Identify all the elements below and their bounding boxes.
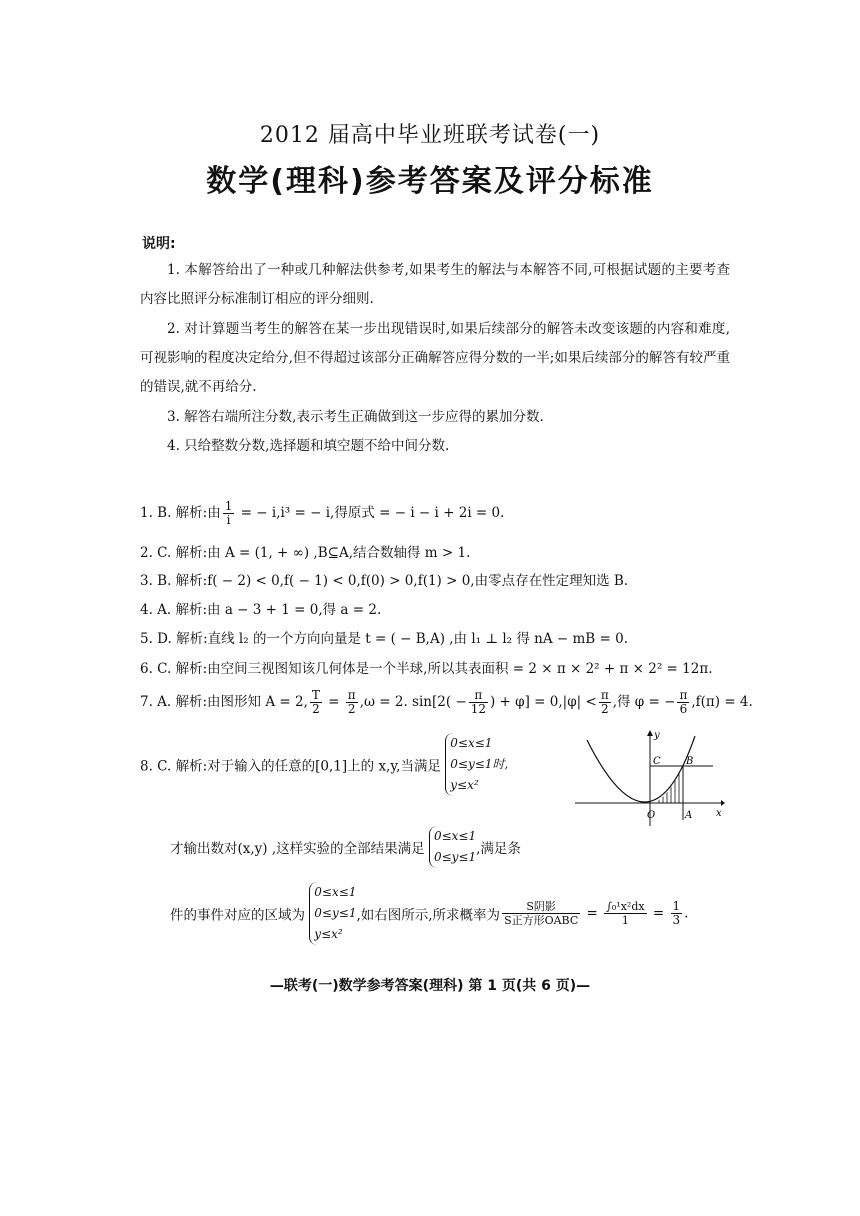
answer-7-part: ,得 φ = − <box>612 694 676 710</box>
frac-numerator: ∫₀¹x²dx <box>606 900 645 913</box>
label-C: C <box>653 756 661 767</box>
answer-2: 2. C. 解析:由 A = (1, + ∞) ,B⊆A,结合数轴得 m > 1. <box>140 545 471 561</box>
frac-numerator: π <box>347 688 356 702</box>
frac-pi-over-12 <box>469 689 488 716</box>
equals-sign: = <box>648 905 669 922</box>
frac-numerator: 1 <box>224 499 233 513</box>
condition-line: 0≤x≤1 <box>433 829 477 843</box>
label-O: O <box>647 810 656 821</box>
frac-numerator: 1 <box>672 899 681 913</box>
frac-denominator: i <box>226 513 231 527</box>
answer-8-text: ,满足条 <box>476 841 521 857</box>
answer-1-fraction <box>223 500 235 527</box>
answer-8-line-3 <box>170 882 688 945</box>
frac-numerator: T <box>311 688 320 702</box>
condition-line: 0≤y≤1 <box>314 906 357 920</box>
answer-6: 6. C. 解析:由空间三视图知该几何体是一个半球,所以其表面积 = 2 × π × 2² + π × 2² = 12π. <box>140 661 713 677</box>
answer-1-prefix: 1. B. 解析:由 <box>140 505 221 521</box>
answer-3: 3. B. 解析:f( − 2) < 0,f( − 1) < 0,f(0) > 0,f(1) > 0,由零点存在性定理知选 B. <box>140 573 629 589</box>
frac-denominator: 2 <box>312 702 320 716</box>
integral-fraction <box>604 900 646 927</box>
equals-sign: = <box>582 905 603 922</box>
condition-system-3 <box>309 882 356 945</box>
label-x: x <box>716 808 722 819</box>
answer-1 <box>140 500 504 527</box>
condition-line: 0≤x≤1 <box>450 736 493 750</box>
answer-8-text: ,如右图所示,所求概率为 <box>356 907 501 924</box>
frac-denominator: 2 <box>347 702 356 716</box>
period: . <box>684 905 689 922</box>
answer-7-part: ,ω = 2. sin[2( − <box>359 694 467 710</box>
frac-numerator: π <box>600 688 609 702</box>
answer-4: 4. A. 解析:由 a − 3 + 1 = 0,得 a = 2. <box>140 602 382 618</box>
condition-system-1 <box>445 733 508 796</box>
condition-line: 0≤x≤1 <box>314 885 357 899</box>
answer-5: 5. D. 解析:直线 l₂ 的一个方向向量是 t = ( − B,A) ,由 l₁ ⊥ l₂ 得 nA − mB = 0. <box>140 631 628 647</box>
notes-heading: 说明: <box>142 236 176 252</box>
condition-line: y≤x² <box>314 927 343 941</box>
frac-numerator: S阴影 <box>502 900 580 914</box>
frac-denominator: 12 <box>470 702 486 716</box>
frac-pi-over-2 <box>346 689 358 716</box>
note-item-1: 1. 本解答给出了一种或几种解法供参考,如果考生的解法与本解答不同,可根据试题的主要考查内容比照评分标准制订相应的评分细则. <box>140 262 730 307</box>
answer-7-part: 7. A. 解析:由图形知 A = 2, <box>140 694 308 710</box>
result-fraction <box>671 900 683 927</box>
frac-numerator: π <box>679 688 688 702</box>
note-item-4: 4. 只给整数分数,选择题和填空题不给中间分数. <box>167 438 450 454</box>
note-item-2: 2. 对计算题当考生的解答在某一步出现错误时,如果后续部分的解答未改变该题的内容和难度,可视影响的程度决定给分,但不得超过该部分正确解答应得分数的一半;如果后续部分的解答有较严重的错误,就不再给分. <box>140 321 730 395</box>
condition-line: 0≤y≤1时, <box>450 757 509 771</box>
frac-denominator: 2 <box>600 702 609 716</box>
exam-series-title: 2012 届高中毕业班联考试卷(一) <box>259 123 601 148</box>
answer-key-title: 数学(理科)参考答案及评分标准 <box>206 164 654 199</box>
answer-1-suffix: = − i,i³ = − i,得原式 = − i − i + 2i = 0. <box>236 505 505 521</box>
frac-denominator: 6 <box>679 702 688 716</box>
condition-line: 0≤y≤1 <box>433 850 477 864</box>
answer-7-part: = <box>323 694 344 710</box>
probability-fraction <box>502 900 580 927</box>
answer-8-intro: 8. C. 解析:对于输入的任意的[0,1]上的 x,y,当满足 <box>140 758 441 775</box>
frac-numerator: π <box>469 689 488 703</box>
label-y: y <box>654 730 660 741</box>
answer-7-part: ,f(π) = 4. <box>691 694 753 710</box>
answer-8-text: 才输出数对(x,y) ,这样实验的全部结果满足 <box>170 841 425 857</box>
parabola-figure <box>575 728 725 828</box>
answer-8-line-2 <box>170 826 521 868</box>
x-axis-arrow-icon <box>721 800 725 806</box>
condition-system-2 <box>429 826 476 868</box>
page-footer: —联考(一)数学参考答案(理科) 第 1 页(共 6 页)— <box>269 978 591 994</box>
answer-7 <box>140 689 753 716</box>
frac-pi-over-6 <box>677 689 689 716</box>
frac-denominator: 3 <box>672 913 681 927</box>
label-B: B <box>686 756 694 767</box>
answer-8-text: 件的事件对应的区域为 <box>170 907 305 924</box>
answer-7-part: ) + φ] = 0,|φ| < <box>490 694 597 710</box>
frac-pi-over-2 <box>599 689 611 716</box>
frac-T-over-2 <box>310 689 322 716</box>
y-axis-arrow-icon <box>647 730 653 736</box>
note-item-3: 3. 解答右端所注分数,表示考生正确做到这一步应得的累加分数. <box>167 409 544 425</box>
frac-denominator: S正方形OABC <box>504 914 579 927</box>
answer-8-line-1 <box>140 733 508 796</box>
frac-denominator: 1 <box>621 914 629 927</box>
condition-line: y≤x² <box>450 778 479 792</box>
label-A: A <box>685 810 693 821</box>
